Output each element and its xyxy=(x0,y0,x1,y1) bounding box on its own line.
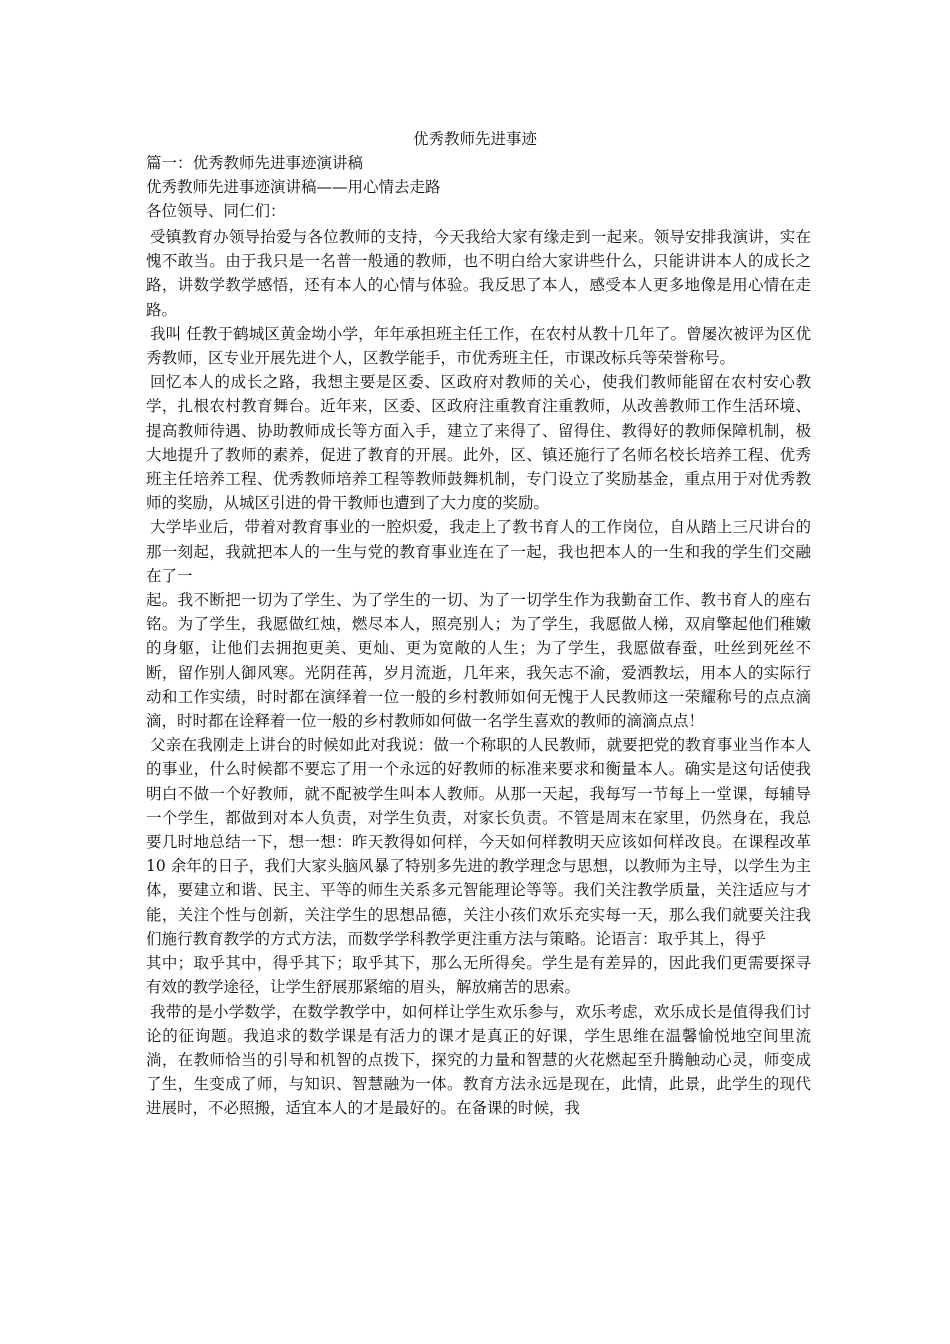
document-body xyxy=(146,225,811,1121)
paragraph: 我叫 任教于鹤城区黄金坳小学，年年承担班主任工作，在农村从教十几年了。曾屡次被评为区优秀教师，区专业开展先进个人，区教学能手，市优秀班主任，市课改标兵等荣誉称号。 xyxy=(146,324,811,368)
greeting: 各位领导、同仁们： xyxy=(146,202,286,220)
paragraph: 大学毕业后，带着对教育事业的一腔炽爱，我走上了教书育人的工作岗位，自从踏上三尺讲台的那一刻起，我就把本人的一生与党的教育事业连在了一起，我也把本人的一生和我的学生们交融在了一 xyxy=(146,518,811,585)
section-heading: 篇一：优秀教师先进事迹演讲稿 xyxy=(146,154,364,172)
paragraph: 受镇教育办领导抬爱与各位教师的支持，今天我给大家有缘走到一起来。领导安排我演讲，实在愧不敢当。由于我只是一名普一般通的教师，也不明白给大家讲些什么，只能讲讲本人的成长之路，讲数学教学感悟，还有本人的心情与体验。我反思了本人，感受本人更多地像是用心情在走路。 xyxy=(146,228,811,319)
paragraph: 我带的是小学数学，在数学教学中，如何样让学生欢乐参与，欢乐考虑，欢乐成长是值得我们讨论的征询题。我追求的数学课是有活力的课才是真正的好课，学生思维在温馨愉悦地空间里流淌，在教师恰当的引导和机智的点拨下，探究的力量和智慧的火花燃起至升腾触动心灵，师变成了生，生变成了师，与知识、智慧融为一体。教育方法永远是现在，此情，此景，此学生的现代进展时，不必照搬，适宜本人的才是最好的。在备课的时候，我 xyxy=(146,1002,811,1118)
paragraph: 起。我不断把一切为了学生、为了学生的一切、为了一切学生作为我勤奋工作、教书育人的座右铭。为了学生，我愿做红烛，燃尽本人，照亮别人；为了学生，我愿做人梯，双肩擎起他们稚嫩的身躯，让他们去拥抱更美、更灿、更为宽敞的人生；为了学生，我愿做春蚕，吐丝到死丝不断，留作别人御风寒。光阴荏苒，岁月流逝，几年来，我矢志不渝，爱洒教坛，用本人的实际行动和工作实绩，时时都在演绎着一位一般的乡村教师如何无愧于人民教师这一荣耀称号的点点滴滴，时时都在诠释着一位一般的乡村教师如何做一名学生喜欢的教师的滴滴点点！ xyxy=(146,591,811,731)
document-title: 优秀教师先进事迹 xyxy=(412,130,537,148)
paragraph: 回忆本人的成长之路，我想主要是区委、区政府对教师的关心，使我们教师能留在农村安心教学，扎根农村教育舞台。近年来，区委、区政府注重教育注重教师，从改善教师工作生活环境、提高教师待遇、协助教师成长等方面入手，建立了来得了、留得住、教得好的教师保障机制，极大地提升了教师的素养，促进了教育的开展。此外，区、镇还施行了名师名校长培养工程、优秀班主任培养工程、优秀教师培养工程等教师鼓舞机制，专门设立了奖励基金，重点用于对优秀教师的奖励，从城区引进的骨干教师也遭到了大力度的奖励。 xyxy=(146,373,811,513)
speech-title: 优秀教师先进事迹演讲稿——用心情去走路 xyxy=(146,178,441,196)
paragraph: 其中；取乎其中，得乎其下；取乎其下，那么无所得矣。学生是有差异的，因此我们更需要探寻有效的教学途径，让学生舒展那紧缩的眉头，解放痛苦的思索。 xyxy=(146,954,811,997)
paragraph: 父亲在我刚走上讲台的时候如此对我说：做一个称职的人民教师，就要把党的教育事业当作本人的事业，什么时候都不要忘了用一个永远的好教师的标准来要求和衡量本人。确实是这句话使我明白不做一个好教师，就不配被学生叫本人教师。从那一天起，我每写一节每上一堂课，每辅导一个学生，都做到对本人负责，对学生负责，对家长负责。不管是周末在家里，仍然身在，我总要几时地总结一下，想一想：昨天教得如何样，今天如何样教明天应该如何样改良。在课程改革 10 余年的日子，我们大家头脑风暴了特别多先进的教学理念与思想，以教师为主导，以学生为主体，要建立和谐、民主、平等的师生关系多元智能理论等等。我们关注教学质量，关注适应与才能，关注个性与创新，关注学生的思想品德，关注小孩们欢乐充实每一天，那么我们就要关注我们施行教育教学的方式方法，而数学学科教学更注重方法与策略。论语言：取乎其上，得乎 xyxy=(146,736,811,948)
